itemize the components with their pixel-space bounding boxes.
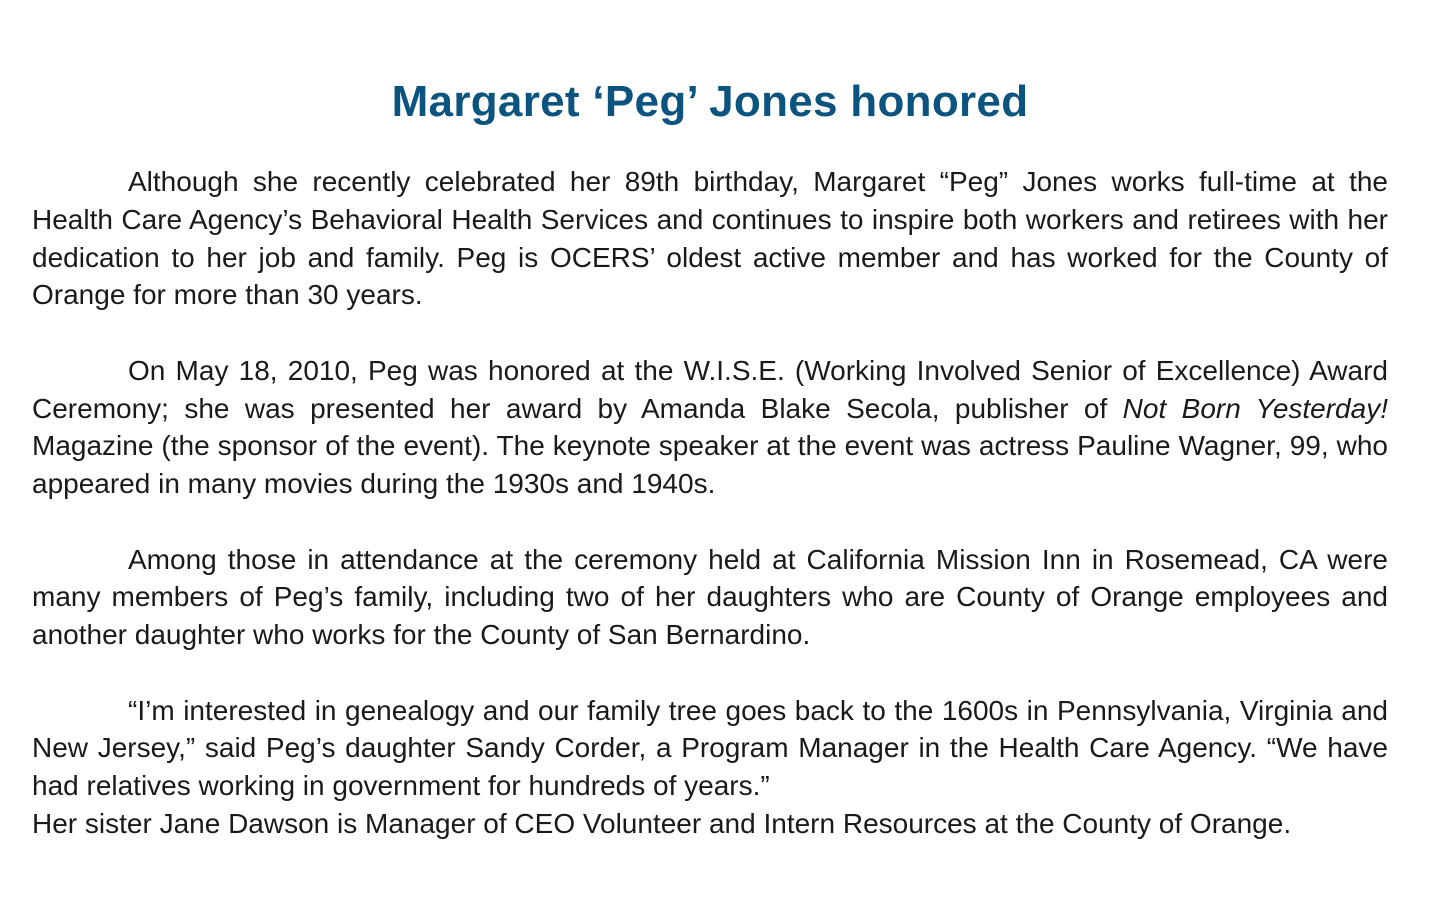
paragraph-award-text-start: On May 18, 2010, Peg was honored at the W.I.S.E. (Working Involved Senior of Excellence) Award Ceremony; she was presented her award by Amanda Blake Secola, publisher of — [32, 354, 1388, 424]
paragraph-attendance: Among those in attendance at the ceremony held at California Mission Inn in Rosemead, CA were many members of Peg’s family, including two of her daughters who are County of Orange employees and another daughter who works for the County of San Bernardino. — [32, 543, 1388, 651]
magazine-title: Not Born Yesterday! — [1122, 392, 1388, 424]
article — [32, 74, 1388, 843]
paragraph-award-text-end: Magazine (the sponsor of the event). The keynote speaker at the event was actress Pauline Wagner, 99, who appeared in many movies during the 1930s and 1940s. — [32, 430, 1388, 500]
paragraph-birthday: Although she recently celebrated her 89th birthday, Margaret “Peg” Jones works full-time at the Health Care Agency’s Behavioral Health Services and continues to inspire both workers and retirees with her dedication to her job and family. Peg is OCERS’ oldest active member and has worked for the County of Orange for more than 30 years. — [32, 166, 1388, 311]
paragraph-award-ceremony — [32, 352, 1388, 503]
paragraph-sister: Her sister Jane Dawson is Manager of CEO Volunteer and Intern Resources at the County of Orange. — [32, 807, 1292, 839]
article-title: Margaret ‘Peg’ Jones honored — [391, 77, 1029, 126]
paragraph-quote: “I’m interested in genealogy and our family tree goes back to the 1600s in Pennsylvania, Virginia and New Jersey,” said Peg’s daughter Sandy Corder, a Program Manager in the Health Care Agency. “We have had relatives working in government for hundreds of years.” — [32, 694, 1388, 802]
